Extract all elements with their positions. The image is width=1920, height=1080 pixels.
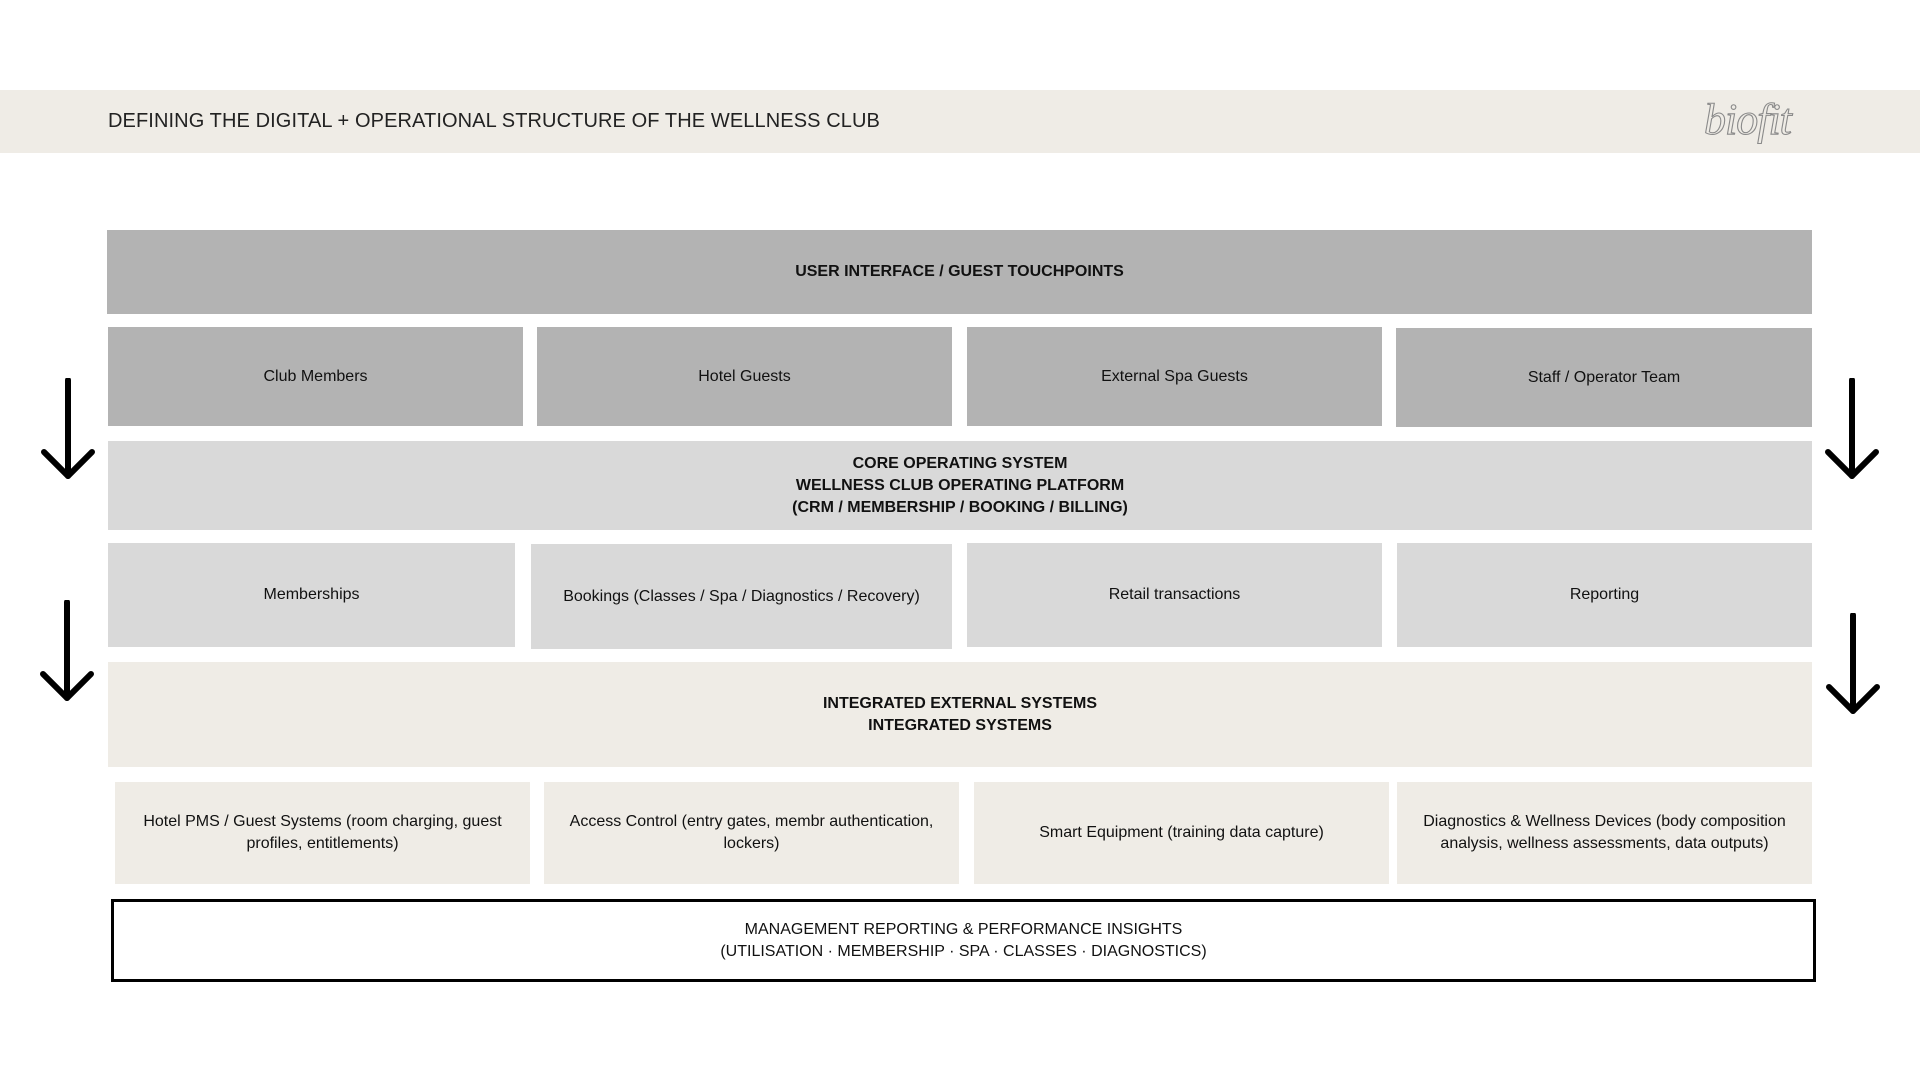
core-layer-title xyxy=(108,441,1812,530)
integration-item-hotel-pms xyxy=(115,782,530,884)
core-item-memberships xyxy=(108,543,515,647)
arrow-down-icon xyxy=(1823,613,1883,723)
integration-item-label: Hotel PMS / Guest Systems (room charging, guest profiles, entitlements) xyxy=(143,813,502,852)
reporting-layer-line-1: MANAGEMENT REPORTING & PERFORMANCE INSIGHTS xyxy=(744,920,1183,938)
integration-layer-title xyxy=(108,662,1812,767)
reporting-layer-line-2: (UTILISATION · MEMBERSHIP · SPA · CLASSES · DIAGNOSTICS) xyxy=(720,942,1207,960)
touchpoint-label: Hotel Guests xyxy=(698,367,791,385)
arrow-down-icon xyxy=(38,378,98,488)
integration-layer-line-2: INTEGRATED SYSTEMS xyxy=(868,716,1052,734)
touchpoint-staff-operator-team xyxy=(1396,328,1812,427)
touchpoint-hotel-guests xyxy=(537,327,952,426)
reporting-layer xyxy=(111,899,1816,982)
ui-layer-title-text: USER INTERFACE / GUEST TOUCHPOINTS xyxy=(795,263,1124,280)
ui-layer-title xyxy=(107,230,1812,314)
integration-item-label: Smart Equipment (training data capture) xyxy=(1039,824,1324,841)
integration-item-smart-equipment xyxy=(974,782,1389,884)
touchpoint-club-members xyxy=(108,327,523,426)
touchpoint-external-spa-guests xyxy=(967,327,1382,426)
core-layer-line-1: CORE OPERATING SYSTEM xyxy=(852,454,1068,472)
core-layer-line-2: WELLNESS CLUB OPERATING PLATFORM xyxy=(795,476,1125,494)
touchpoint-label: Staff / Operator Team xyxy=(1527,368,1681,386)
brand-logo-text: biofit xyxy=(1704,95,1791,144)
core-item-bookings xyxy=(531,544,952,649)
integration-layer-line-1: INTEGRATED EXTERNAL SYSTEMS xyxy=(822,694,1098,712)
core-layer-line-3: (CRM / MEMBERSHIP / BOOKING / BILLING) xyxy=(792,498,1128,516)
integration-item-label: Diagnostics & Wellness Devices (body composition analysis, wellness assessments, data outputs) xyxy=(1423,813,1786,852)
integration-item-diagnostics-devices xyxy=(1397,782,1812,884)
core-item-label: Retail transactions xyxy=(1108,586,1241,603)
brand-logo xyxy=(1700,92,1820,154)
core-item-label: Memberships xyxy=(263,586,360,603)
touchpoint-label: External Spa Guests xyxy=(1101,367,1248,385)
page-title: DEFINING THE DIGITAL + OPERATIONAL STRUCTURE OF THE WELLNESS CLUB xyxy=(108,110,880,132)
core-item-label: Bookings (Classes / Spa / Diagnostics / Recovery) xyxy=(563,587,920,605)
touchpoint-label: Club Members xyxy=(263,367,368,385)
core-item-retail-transactions xyxy=(967,543,1382,647)
arrow-down-icon xyxy=(37,600,97,710)
arrow-down-icon xyxy=(1822,378,1882,488)
core-item-reporting xyxy=(1397,543,1812,647)
header-band xyxy=(0,90,1920,153)
integration-item-label: Access Control (entry gates, membr authentication, lockers) xyxy=(569,813,934,852)
core-item-label: Reporting xyxy=(1569,586,1640,603)
integration-item-access-control xyxy=(544,782,959,884)
